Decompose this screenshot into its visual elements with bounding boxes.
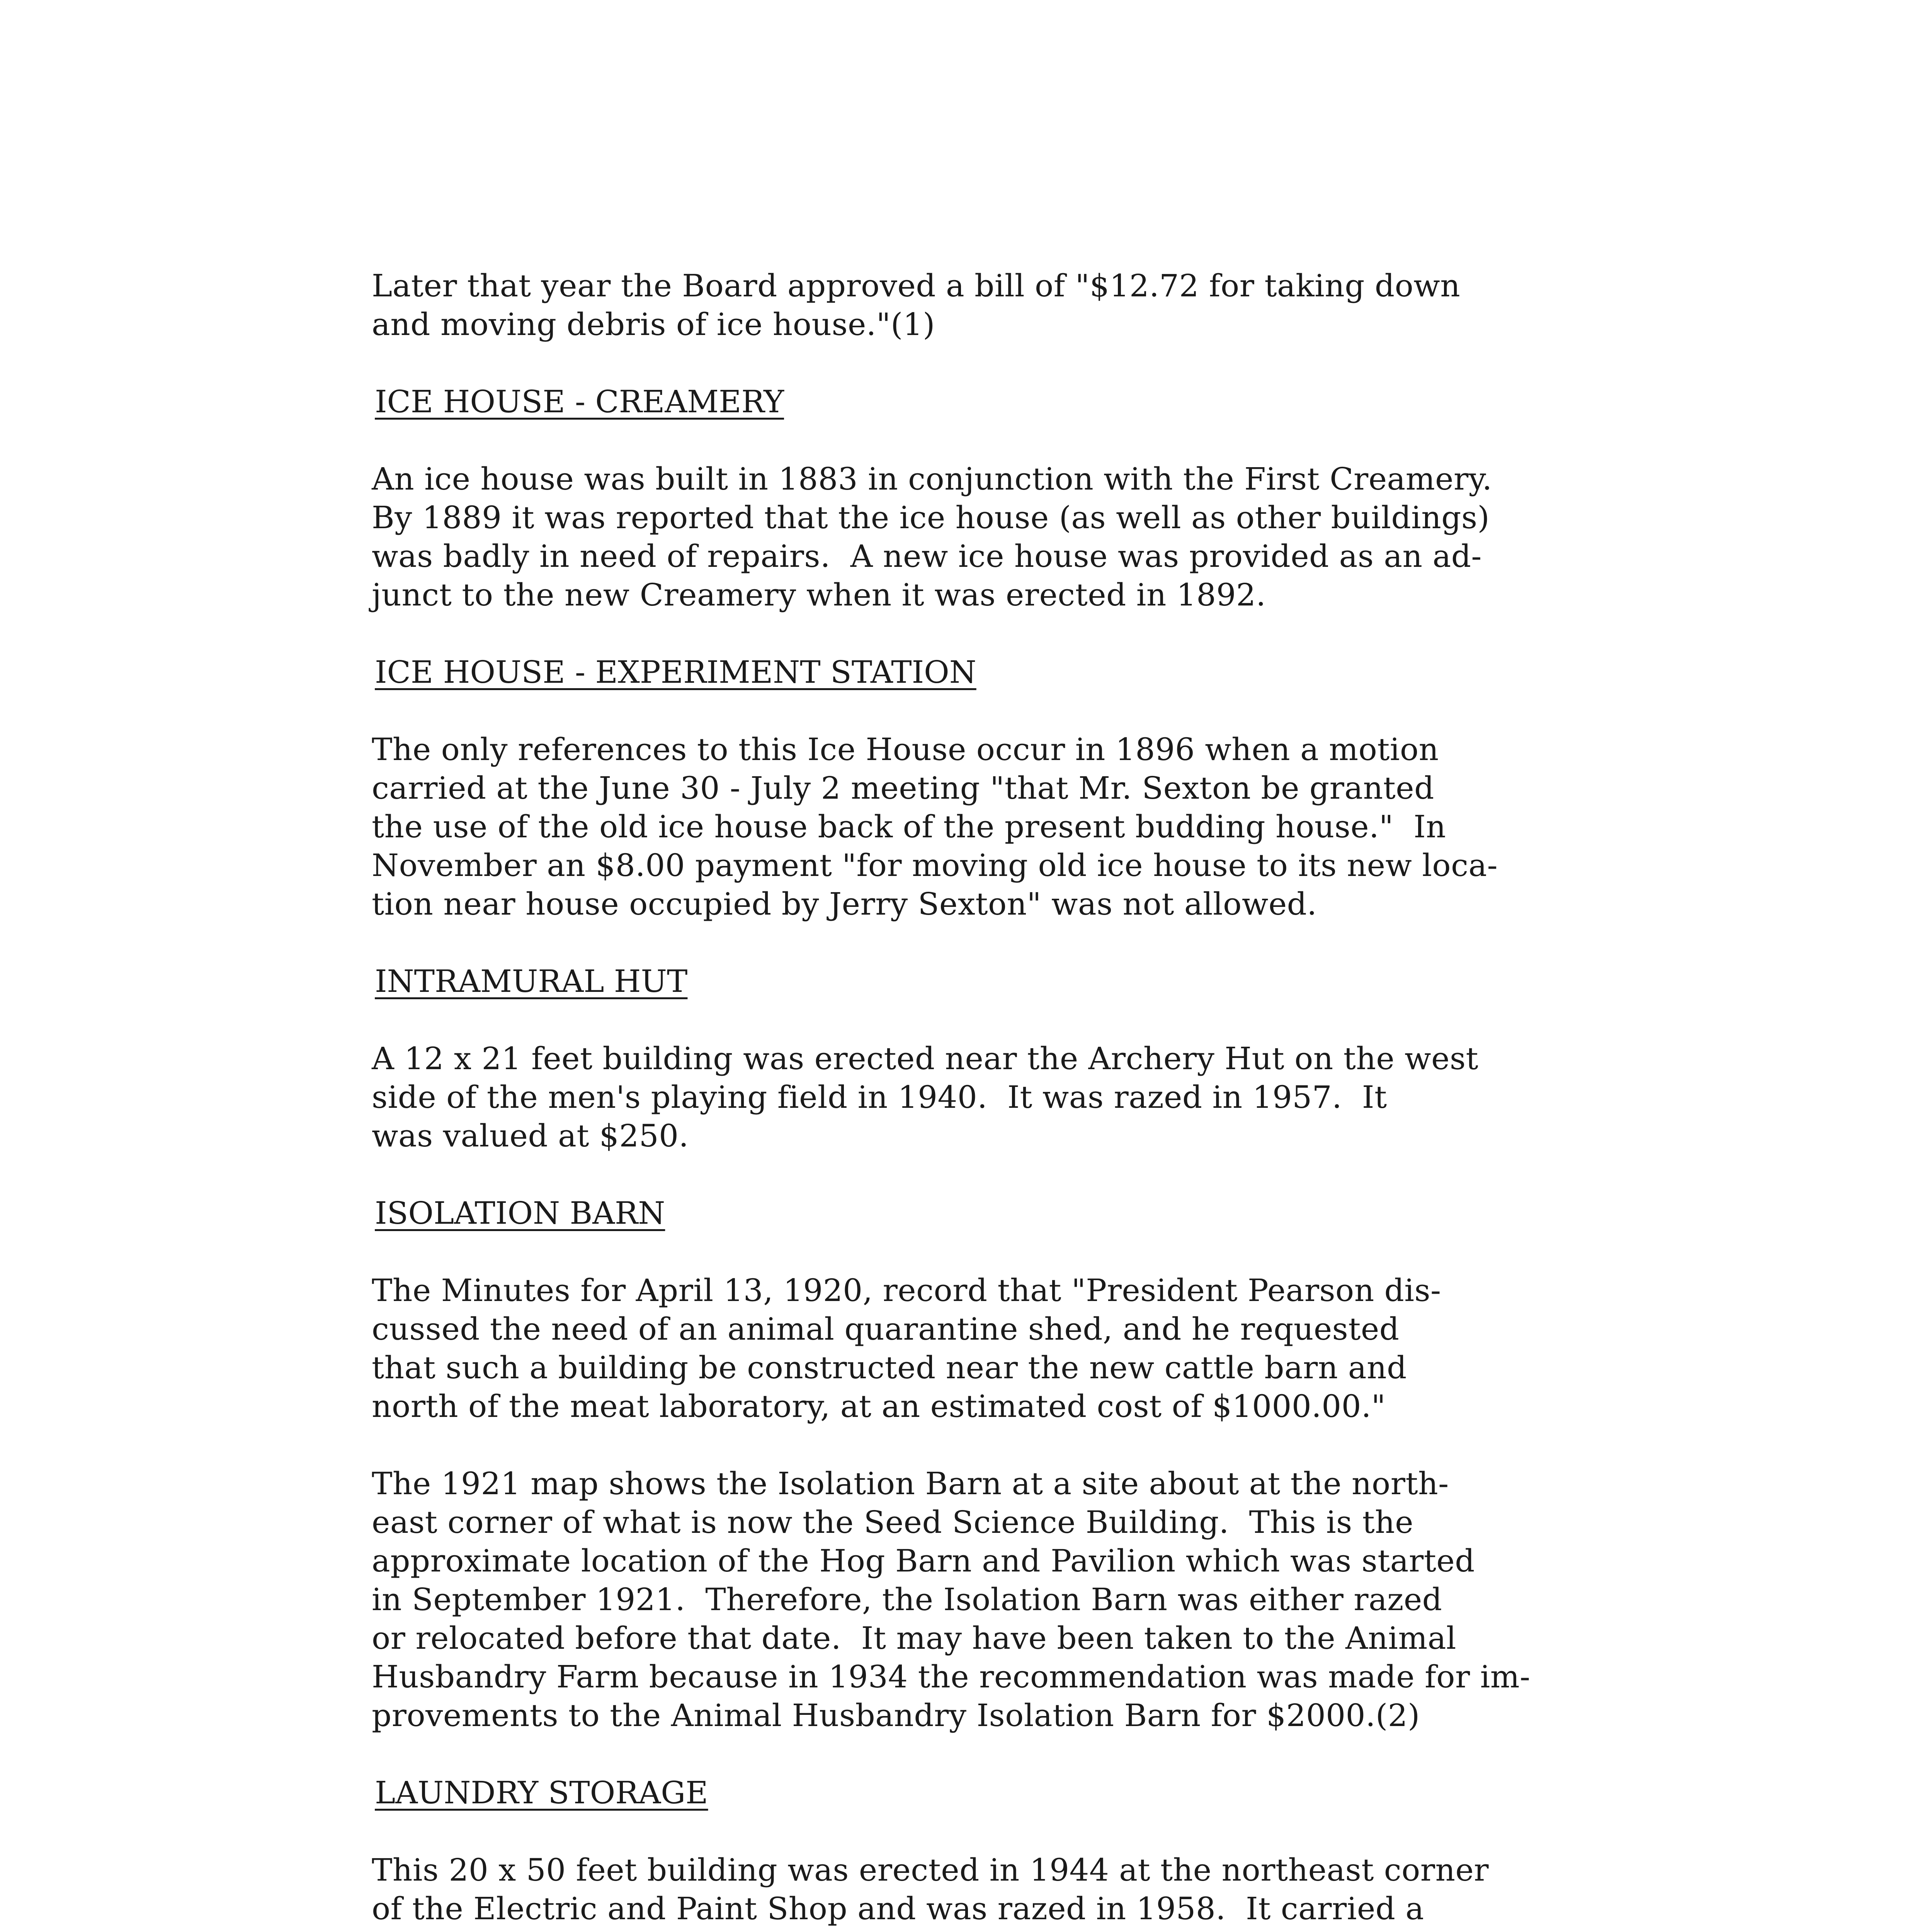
section-heading: INTRAMURAL HUT [375,963,688,999]
text-line: Husbandry Farm because in 1934 the recommendation was made for im- [372,1659,1531,1695]
section-paragraph [372,1039,1840,1155]
text-line: The 1921 map shows the Isolation Barn at a site about at the north- [372,1466,1449,1502]
text-line: The Minutes for April 13, 1920, record that "President Pearson dis- [372,1272,1441,1308]
text-line: provements to the Animal Husbandry Isolation Barn for $2000.(2) [372,1697,1420,1733]
text-line: This 20 x 50 feet building was erected in 1944 at the northeast corner [372,1852,1489,1888]
text-line: The only references to this Ice House occur in 1896 when a motion [372,731,1439,767]
text-line: north of the meat laboratory, at an estimated cost of $1000.00." [372,1388,1386,1424]
text-line: was valued at $250. [372,1118,689,1154]
section-paragraph [372,1464,1840,1735]
text-line: junct to the new Creamery when it was erected in 1892. [372,577,1266,613]
text-line: November an $8.00 payment "for moving old ice house to its new loca- [372,847,1498,883]
text-line: A 12 x 21 feet building was erected near the Archery Hut on the west [372,1041,1479,1077]
text-line: cussed the need of an animal quarantine shed, and he requested [372,1311,1400,1347]
intro-paragraph [372,267,1840,344]
text-line: By 1889 it was reported that the ice house (as well as other buildings) [372,500,1490,536]
text-line: carried at the June 30 - July 2 meeting "that Mr. Sexton be granted [372,770,1434,806]
section-heading: LAUNDRY STORAGE [375,1775,708,1811]
section-paragraph [372,730,1840,923]
text-line: of the Electric and Paint Shop and was razed in 1958. It carried a [372,1891,1424,1927]
text-line: and moving debris of ice house."(1) [372,306,935,342]
text-line: east corner of what is now the Seed Science Building. This is the [372,1504,1414,1540]
text-line: or relocated before that date. It may have been taken to the Animal [372,1620,1457,1656]
section-heading: ISOLATION BARN [375,1195,665,1231]
section-paragraph [372,1851,1840,1928]
section-paragraph [372,460,1840,614]
text-line: that such a building be constructed near the new cattle barn and [372,1350,1407,1386]
text-line: An ice house was built in 1883 in conjunction with the First Creamery. [372,461,1492,497]
text-line: tion near house occupied by Jerry Sexton" was not allowed. [372,886,1317,922]
section-paragraph [372,1271,1840,1426]
section-heading: ICE HOUSE - CREAMERY [375,384,784,420]
text-line: in September 1921. Therefore, the Isolation Barn was either razed [372,1582,1442,1617]
text-line: was badly in need of repairs. A new ice house was provided as an ad- [372,538,1482,574]
section-heading: ICE HOUSE - EXPERIMENT STATION [375,654,976,690]
text-line: side of the men's playing field in 1940. It was razed in 1957. It [372,1079,1387,1115]
text-line: approximate location of the Hog Barn and Pavilion which was started [372,1543,1475,1579]
text-line: Later that year the Board approved a bill of "$12.72 for taking down [372,268,1461,304]
text-line: the use of the old ice house back of the present budding house." In [372,809,1446,845]
